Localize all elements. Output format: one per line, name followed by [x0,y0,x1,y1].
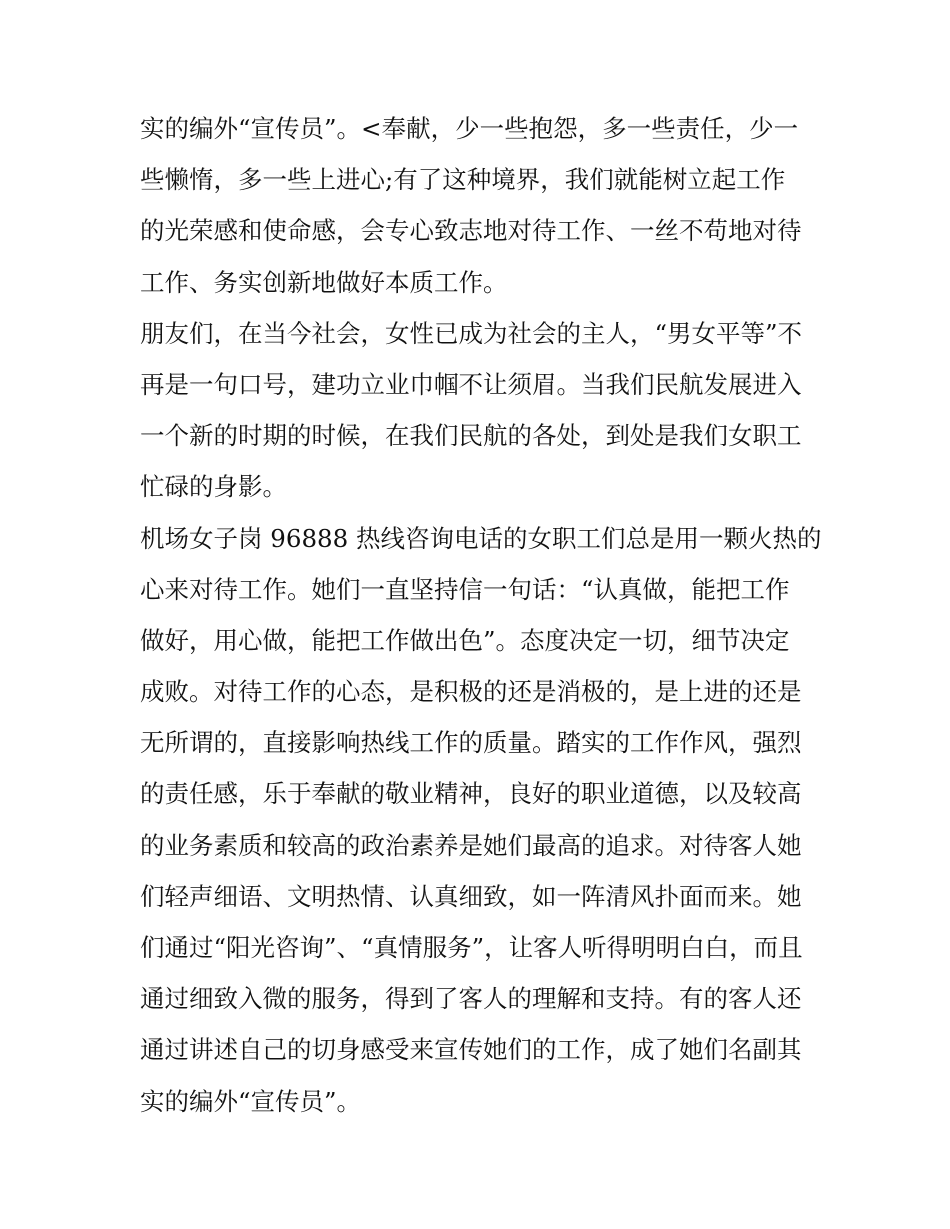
text-line: 通过细致入微的服务，得到了客人的理解和支持。有的客人还 [140,984,802,1014]
document-body [140,103,822,1127]
text-line: 工作、务实创新地做好本质工作。 [140,267,508,297]
text-line: 的光荣感和使命感，会专心致志地对待工作、一丝不苟地对待 [140,216,802,246]
text-line: 们通过“阳光咨询”、“真情服务”，让客人听得明明白白，而且 [140,933,803,962]
text-line: 实的编外“宣传员”。 [140,1086,362,1116]
text-line: 机场女子岗 96888 热线咨询电话的女职工们总是用一颗火热的 [140,523,822,553]
text-line: 做好，用心做，能把工作做出色”。态度决定一切，细节决定 [140,625,790,655]
text-line: 一个新的时期的时候，在我们民航的各处，到处是我们女职工 [140,421,802,451]
text-line: 成败。对待工作的心态，是积极的还是消极的，是上进的还是 [140,677,802,707]
text-line: 们轻声细语、文明热情、认真细致，如一阵清风扑面而来。她 [140,881,802,911]
text-line: 的责任感，乐于奉献的敬业精神，良好的职业道德，以及较高 [140,779,802,809]
text-line: 无所谓的，直接影响热线工作的质量。踏实的工作作风，强烈 [140,728,802,758]
text-line: 忙碌的身影。 [140,472,287,502]
text-line: 些懒惰，多一些上进心;有了这种境界，我们就能树立起工作 [140,165,786,195]
text-line: 心来对待工作。她们一直坚持信一句话：“认真做，能把工作 [140,574,790,604]
text-line: 再是一句口号，建功立业巾帼不让须眉。当我们民航发展进入 [140,369,802,399]
text-line: 实的编外“宣传员”。<奉献，少一些抱怨，多一些责任，少一 [140,114,799,143]
text-line: 朋友们，在当今社会，女性已成为社会的主人，“男女平等”不 [140,318,803,348]
text-line: 通过讲述自己的切身感受来宣传她们的工作，成了她们名副其 [140,1035,802,1065]
text-line: 的业务素质和较高的政治素养是她们最高的追求。对待客人她 [140,830,802,860]
